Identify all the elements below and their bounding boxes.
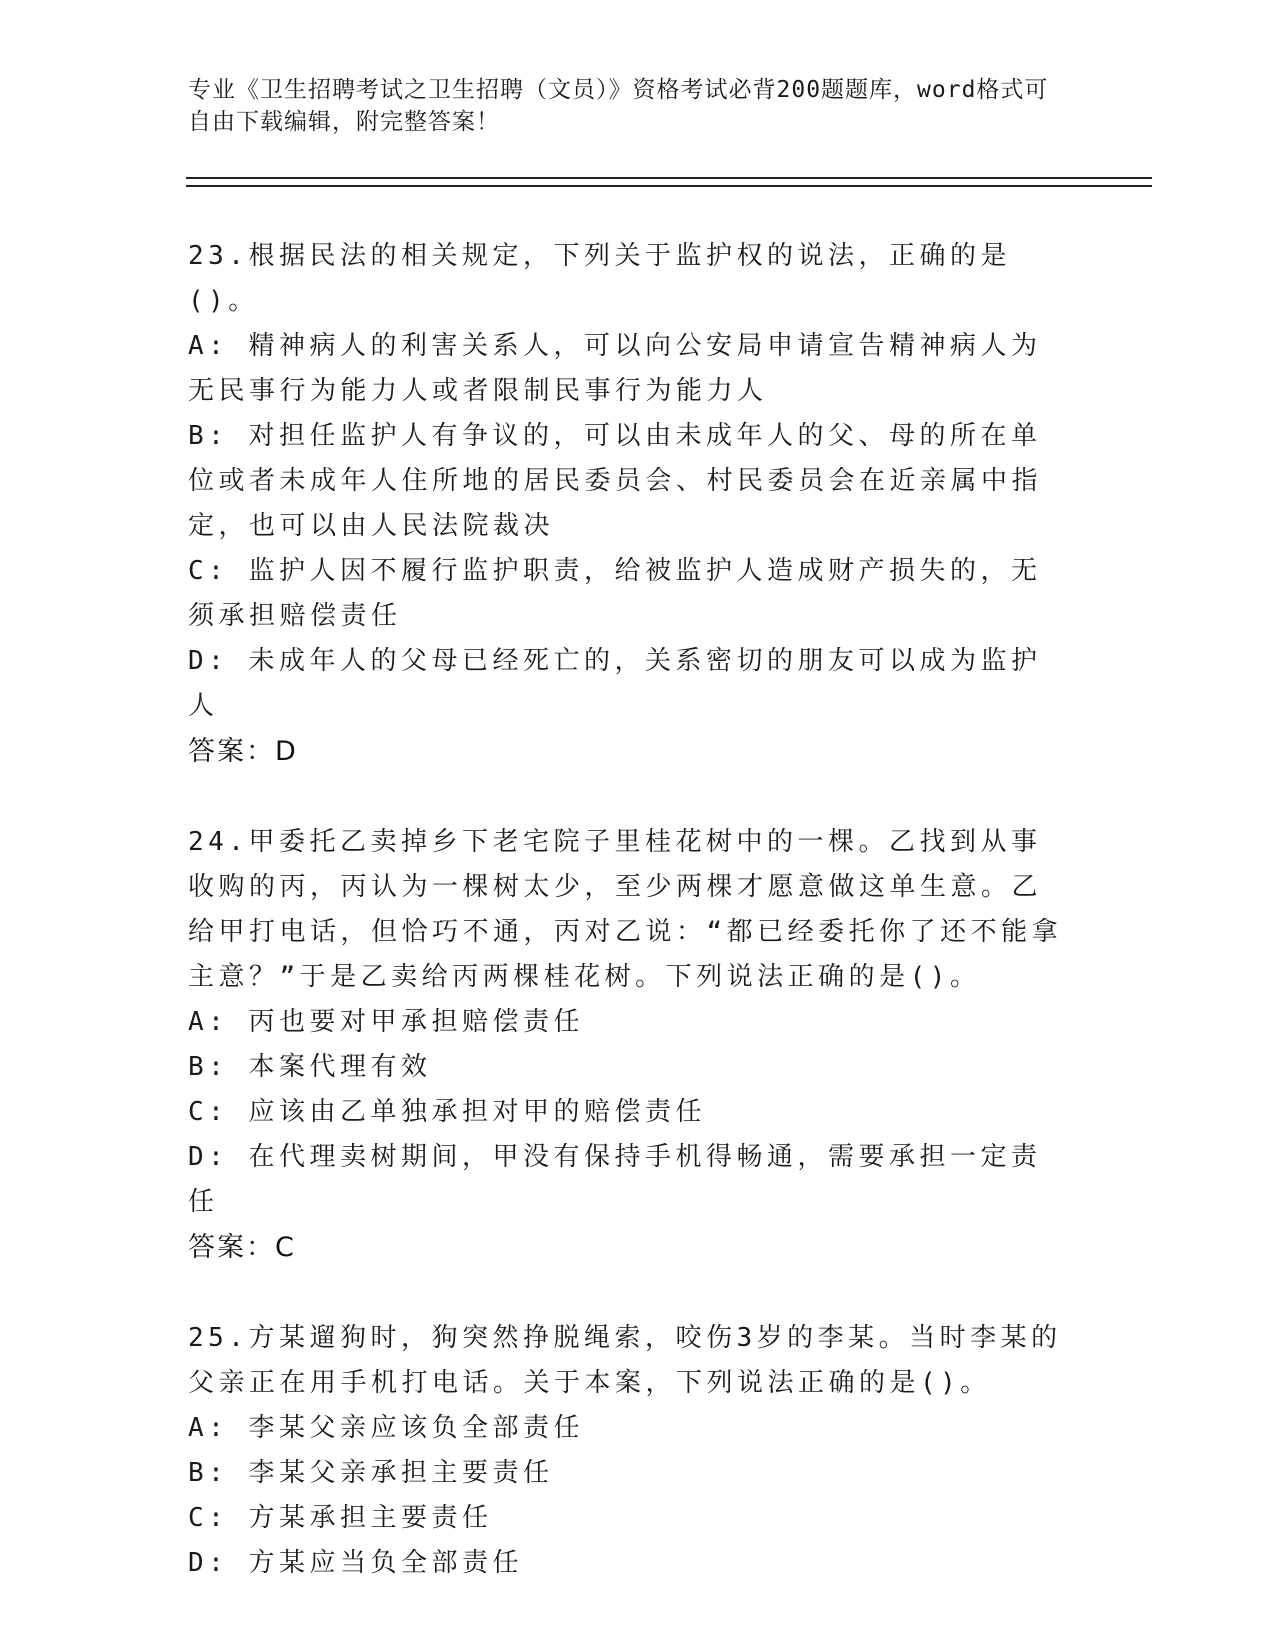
option-b: B: 本案代理有效	[188, 1052, 432, 1082]
option-d: D: 在代理卖树期间，甲没有保持手机得畅通，需要承担一定责任	[188, 1142, 1042, 1217]
question-24	[188, 820, 1068, 1270]
question-stem: 23.根据民法的相关规定，下列关于监护权的说法，正确的是()。	[188, 241, 1011, 316]
option-c: C: 应该由乙单独承担对甲的赔偿责任	[188, 1097, 706, 1127]
option-b: B: 李某父亲承担主要责任	[188, 1458, 554, 1488]
option-d: D: 未成年人的父母已经死亡的，关系密切的朋友可以成为监护人	[188, 646, 1042, 721]
option-a: A: 丙也要对甲承担赔偿责任	[188, 1007, 584, 1037]
question-stem: 24.甲委托乙卖掉乡下老宅院子里桂花树中的一棵。乙找到从事收购的丙，丙认为一棵树太少，至少两棵才愿意做这单生意。乙给甲打电话，但恰巧不通，丙对乙说：“都已经委托你了还不能拿主意？”于是乙卖给丙两棵桂花树。下列说法正确的是()。	[188, 827, 1063, 992]
option-a: A: 精神病人的利害关系人，可以向公安局申请宣告精神病人为无民事行为能力人或者限制民事行为能力人	[188, 331, 1042, 406]
option-a: A: 李某父亲应该负全部责任	[188, 1413, 584, 1443]
option-c: C: 监护人因不履行监护职责，给被监护人造成财产损失的，无须承担赔偿责任	[188, 556, 1042, 631]
answer: 答案：D	[188, 736, 298, 767]
option-d: D: 方某应当负全部责任	[188, 1548, 523, 1578]
question-23	[188, 234, 1068, 774]
option-c: C: 方某承担主要责任	[188, 1503, 493, 1533]
question-25	[188, 1316, 1068, 1586]
option-b: B: 对担任监护人有争议的，可以由未成年人的父、母的所在单位或者未成年人住所地的居民委员会、村民委员会在近亲属中指定，也可以由人民法院裁决	[188, 421, 1043, 541]
question-stem: 25.方某遛狗时，狗突然挣脱绳索，咬伤3岁的李某。当时李某的父亲正在用手机打电话。关于本案，下列说法正确的是()。	[188, 1323, 1062, 1398]
page-header: 专业《卫生招聘考试之卫生招聘（文员）》资格考试必背200题题库，word格式可自由下载编辑，附完整答案！	[188, 77, 1049, 135]
header-divider	[186, 177, 1152, 187]
question-list	[188, 234, 1068, 1632]
answer: 答案：C	[188, 1232, 296, 1263]
